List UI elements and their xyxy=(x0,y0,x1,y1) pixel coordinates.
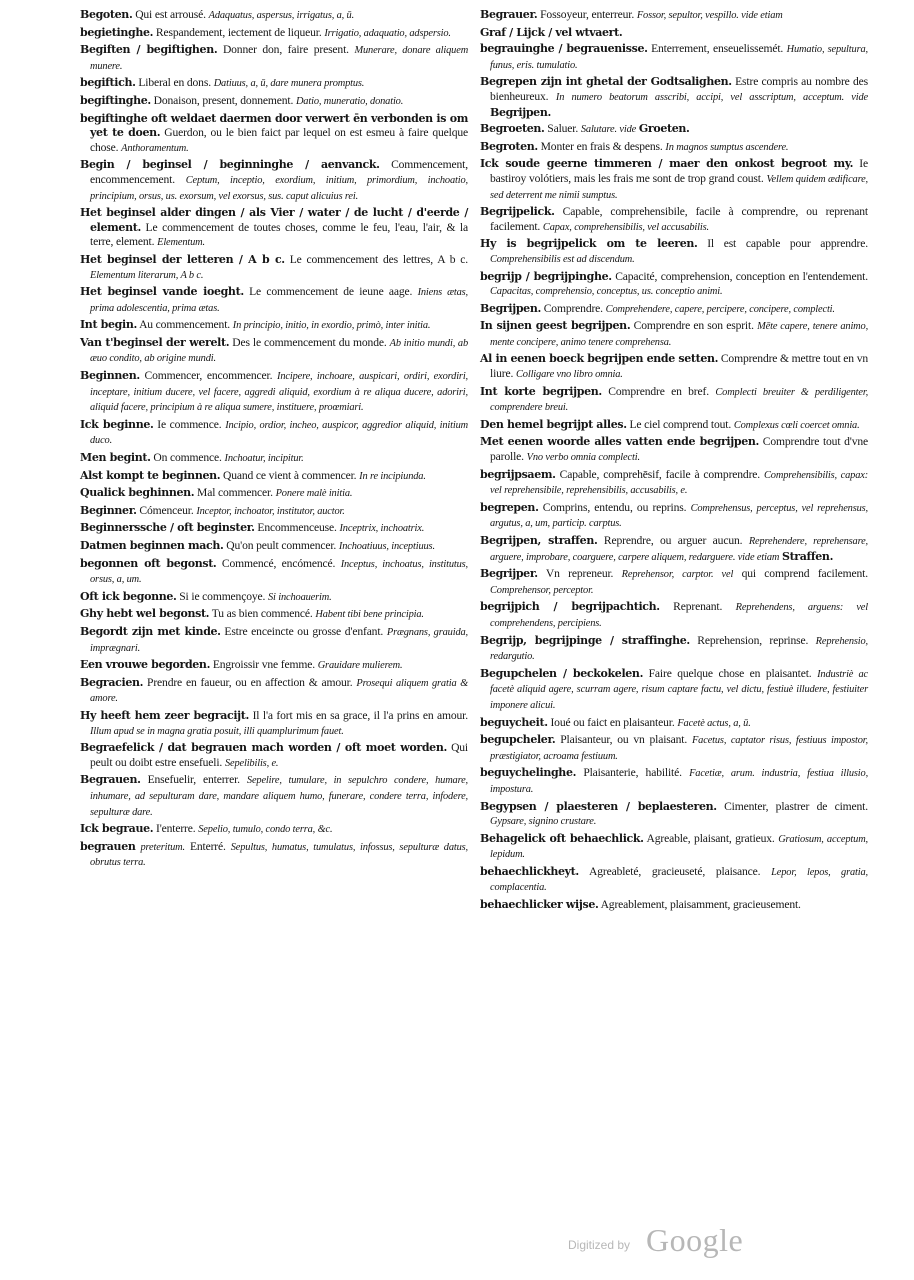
french-gloss: Engroissir vne femme. xyxy=(212,658,315,672)
headword: behaechlickheyt. xyxy=(480,864,579,878)
dictionary-entry xyxy=(480,733,868,764)
latin-gloss: Complexus cœli coercet omnia. xyxy=(733,419,860,431)
dictionary-entry xyxy=(480,26,868,41)
latin-gloss: Ab initio mundi, ab æuo condito, ab origine mundi. xyxy=(90,337,468,365)
headword: Behagelick oft behaechlick. xyxy=(480,831,644,845)
french-gloss: Enterré. xyxy=(189,839,226,853)
dictionary-entry xyxy=(480,270,868,300)
latin-gloss: Mēte capere, tenere animo, mente concipere, animo tenere comprehensa. xyxy=(490,321,869,348)
dictionary-entry xyxy=(480,140,868,156)
latin-gloss: Lepor, lepos, gratia, complacentia. xyxy=(490,866,869,894)
headword: beguycheit. xyxy=(480,715,548,729)
latin-gloss: Capax, comprehensibilis, vel accusabilis. xyxy=(542,221,709,233)
headword: Het beginsel alder dingen / als Vier / water / de lucht / d'eerde / element. xyxy=(80,206,468,234)
latin-gloss: Adaquatus, aspersus, irrigatus, a, ū. xyxy=(208,10,355,21)
dictionary-entry xyxy=(80,336,468,367)
dictionary-entry xyxy=(480,352,868,382)
french-gloss: Capable, comprehēsif, facile à comprendre. xyxy=(559,467,761,481)
dictionary-entry xyxy=(80,369,468,416)
google-logo: Google xyxy=(646,1222,744,1258)
headword: Al in eenen boeck begrijpen ende setten. xyxy=(480,352,719,366)
latin-gloss: Inceptrix, inchoatrix. xyxy=(339,523,425,535)
headword: Oft ick begonne. xyxy=(80,589,177,603)
dictionary-entry xyxy=(80,521,468,537)
dictionary-entry xyxy=(480,205,868,235)
latin-gloss: Facetus, captator risus, festiuus impostor, præstigiator, acroama festiuum. xyxy=(490,735,868,762)
french-gloss: Agreable, plaisant, gratieux. xyxy=(646,831,775,845)
headword: begietinghe. xyxy=(80,25,154,39)
dictionary-entry xyxy=(480,157,868,203)
french-gloss: Vn repreneur. xyxy=(545,567,614,581)
headword: begrijpich / begrijpachtich. xyxy=(480,600,660,614)
french-gloss: Respandement, iectement de liqueur. xyxy=(155,25,322,39)
french-gloss: Ie commence. xyxy=(157,417,222,431)
latin-gloss: Facetiæ, arum. industria, festiua illusio, impostura. xyxy=(490,768,869,795)
french-gloss: Fossoyeur, enterreur. xyxy=(540,8,635,21)
dictionary-entry xyxy=(480,468,868,499)
latin-gloss: Elementum literarum, A b c. xyxy=(90,269,204,281)
dictionary-entry xyxy=(480,418,868,434)
french-gloss: Enterrement, enseuelissemét. xyxy=(651,42,784,56)
dictionary-entry xyxy=(80,676,468,707)
dictionary-entry xyxy=(80,469,468,485)
latin-gloss: Comprehensibilis, capax: vel reprehensibile, reprehensibilis, accusabilis, e. xyxy=(490,469,869,497)
french-gloss: Cómenceur. xyxy=(139,503,194,517)
headword: Beginner. xyxy=(80,503,137,517)
headword: Ick beginne. xyxy=(80,417,154,431)
headword: begiftich. xyxy=(80,76,136,90)
french-gloss: Cimenter, plastrer de ciment. xyxy=(724,799,868,813)
french-gloss: Plaisanterie, habilité. xyxy=(583,766,682,780)
dictionary-entry xyxy=(480,567,868,598)
latin-gloss: Inchoatur, incipitur. xyxy=(224,453,304,465)
french-gloss: Monter en frais & despens. xyxy=(540,139,663,153)
latin-gloss: Sepelio, tumulo, condo terra, &c. xyxy=(198,824,333,836)
latin-gloss: Irrigatio, adaquatio, adspersio. xyxy=(324,27,451,39)
headword: Datmen beginnen mach. xyxy=(80,539,224,552)
latin-gloss: Vno verbo omnia complecti. xyxy=(526,452,640,464)
dictionary-entry xyxy=(480,42,868,73)
latin-gloss: Humatio, sepultura, funus, eris. tumulatio. xyxy=(490,44,868,71)
latin-gloss: In magnos sumptus ascendere. xyxy=(665,141,789,153)
latin-gloss: Complecti breuiter & perdiligenter, comprendere breui. xyxy=(490,386,869,414)
french-gloss: Reprenant. xyxy=(673,600,723,614)
headword: Begiften / begiftighen. xyxy=(80,43,218,57)
french-gloss: Donaison, present, donnement. xyxy=(153,93,294,107)
dictionary-entry xyxy=(80,94,468,110)
latin-gloss: Comprehensor, perceptor. xyxy=(490,584,594,596)
dictionary-entry xyxy=(80,607,468,623)
dictionary-entry xyxy=(80,625,468,656)
latin-gloss: Facetè actus, a, ū. xyxy=(677,717,751,729)
headword: Begroeten. xyxy=(480,122,545,136)
headword: Int korte begrijpen. xyxy=(480,384,602,398)
dictionary-entry xyxy=(80,658,468,674)
dictionary-entry xyxy=(80,741,468,771)
latin-gloss: Fossor, sepultor, vespillo. vide etiam xyxy=(636,10,783,21)
headword: Qualick beghinnen. xyxy=(80,486,195,500)
french-gloss: Le ciel comprend tout. xyxy=(629,417,732,431)
french-gloss: Plaisanteur, ou vn plaisant. xyxy=(560,733,688,747)
dictionary-entry xyxy=(480,237,868,267)
headword: behaechlicker wijse. xyxy=(480,898,599,912)
latin-gloss: Capacitas, comprehensio, conceptus, us. conceptio animi. xyxy=(490,286,723,298)
dictionary-entry xyxy=(80,539,468,555)
french-gloss: Donner don, faire present. xyxy=(222,43,349,57)
dictionary-entry xyxy=(80,709,468,739)
french-gloss: Le commencement de ieune aage. xyxy=(249,285,413,299)
latin-gloss: Comprehendere, capere, percipere, concipere, complecti. xyxy=(605,303,835,315)
dictionary-entry xyxy=(480,302,868,318)
latin-gloss: Munerare, donare aliquem munere. xyxy=(90,45,469,72)
dictionary-entry xyxy=(80,486,468,502)
headword: begrijp / begrijpinghe. xyxy=(480,269,612,283)
headword: Begrijpelick. xyxy=(480,205,555,219)
latin-gloss: Vellem quidem ædificare, sed deterrent me nimii sumptus. xyxy=(490,173,869,201)
headword: begrauinghe / begrauenisse. xyxy=(480,42,648,56)
headword: Het beginsel der letteren / A b c. xyxy=(80,252,285,266)
headword: begiftinghe. xyxy=(80,93,151,107)
french-gloss: Le commencement de toutes choses, comme le feu, l'eau, l'air, & la terre, element. xyxy=(90,220,468,249)
french-gloss: Saluer. xyxy=(547,122,579,136)
latin-gloss: Illum apud se in magna gratia posuit, illi quamplurimum fauet. xyxy=(90,725,344,737)
dictionary-entry xyxy=(480,75,868,120)
dictionary-entry xyxy=(480,865,868,896)
dictionary-entry xyxy=(80,773,468,820)
headword: Ick soude geerne timmeren / maer den onkost begroot my. xyxy=(480,157,854,171)
headword: begupcheler. xyxy=(480,733,556,747)
dictionary-entry xyxy=(480,832,868,863)
headword: Een vrouwe begorden. xyxy=(80,658,211,672)
latin-gloss: In principio, initio, in exordio, primò, inter initia. xyxy=(232,320,431,332)
dictionary-entry xyxy=(80,76,468,92)
latin-gloss: Ceptum, inceptio, exordium, initium, primordium, inchoatio, principium, orsus, us. exorsum, vel exorsus, sus. caput alicuius rei. xyxy=(90,174,468,202)
latin-gloss: Habent tibi bene principia. xyxy=(315,609,424,621)
dictionary-entry xyxy=(80,557,468,588)
headword: Men begint. xyxy=(80,451,151,465)
headword: Begin / beginsel / beginninghe / aenvanck. xyxy=(80,158,380,172)
latin-gloss: Grauidare mulierem. xyxy=(317,660,403,672)
headword: Begracien. xyxy=(80,675,144,689)
french-gloss: I'enterre. xyxy=(155,822,196,836)
headword: begrepen. xyxy=(480,500,539,514)
french-gloss: Agreableté, gracieuseté, plaisance. xyxy=(589,864,761,878)
headword: Begrauer. xyxy=(480,8,538,21)
dictionary-entry xyxy=(80,451,468,467)
french-gloss: Liberal en dons. xyxy=(138,76,211,90)
cross-reference: Begrijpen. xyxy=(490,105,551,119)
french-gloss: Tu as bien commencé. xyxy=(211,607,313,621)
dictionary-entry xyxy=(480,898,868,913)
headword: Den hemel begrijpt alles. xyxy=(480,417,627,431)
headword: Van t'beginsel der werelt. xyxy=(80,335,230,349)
french-gloss: Capable, comprehensibile, facile à comprendre, ou reprenant facilement. xyxy=(490,205,868,233)
dictionary-entry xyxy=(480,319,868,350)
french-gloss: Prendre en faueur, ou en affection & amour. xyxy=(147,675,353,689)
digitized-watermark xyxy=(568,1222,868,1266)
headword: Begrauen. xyxy=(80,773,141,787)
dictionary-entry xyxy=(480,8,868,24)
latin-gloss: Sepelire, tumulare, in sepulchro condere, humare, inhumare, ad sepulturam dare, mandare aliquem humo, funerare, condere terra, infodere, sepulturæ dare. xyxy=(90,775,469,818)
latin-gloss: Incipere, inchoare, auspicari, ordiri, exordiri, inceptare, initium ducere, vel facere, aggredi aliquid, exordium à re aliqua ducere, adoriri, aliquid facere, principium à re aliqua sumere, instituere, proœmiari. xyxy=(90,371,469,414)
headword: Hy heeft hem zeer begracijt. xyxy=(80,708,250,722)
headword: Begoten. xyxy=(80,8,133,21)
french-gloss: Comprins, entendu, ou reprins. xyxy=(542,500,687,514)
headword: Begrijpen. xyxy=(480,301,541,315)
french-gloss: Qui peult ou doibt estre ensefueli. xyxy=(90,741,469,769)
dictionary-entry xyxy=(80,590,468,606)
latin-gloss: Industriè ac facetè aliquid agere, scurram agere, risum captare factu, vel dictu, festiuè illudere, festiuiter imponere alicui. xyxy=(490,668,869,711)
headword: Begrijpen, straffen. xyxy=(480,534,598,547)
dictionary-entry xyxy=(480,122,868,138)
dictionary-entry xyxy=(80,418,468,449)
dictionary-entry xyxy=(80,158,468,204)
french-gloss: Mal commencer. xyxy=(197,486,273,500)
headword: Begrijper. xyxy=(480,567,538,581)
dictionary-entry xyxy=(80,253,468,283)
headword: Begupchelen / beckokelen. xyxy=(480,666,644,680)
french-gloss: On commence. xyxy=(153,451,222,465)
french-gloss: Comprendre & mettre tout en vn liure. xyxy=(490,352,868,381)
french-gloss: Commencer, encommencer. xyxy=(144,369,273,383)
french-gloss: Commencement, encommencement. xyxy=(90,158,468,186)
watermark-prefix: Digitized by xyxy=(568,1238,631,1252)
dictionary-entry xyxy=(80,285,468,316)
headword: Alst kompt te beginnen. xyxy=(80,468,221,482)
latin-gloss: Iniens ætas, prima adolescentia, prima ætas. xyxy=(90,287,468,314)
french-gloss: Comprendre. xyxy=(543,301,603,315)
latin-gloss: Reprehendens, arguens: vel comprehendens, percipiens. xyxy=(490,602,869,629)
dictionary-entry xyxy=(480,800,868,830)
dictionary-entry xyxy=(480,385,868,416)
french-gloss: Qu'on peult commencer. xyxy=(226,539,337,552)
french-gloss: Guerdon, ou le bien faict par lequel on est esmeu à faire quelque chose. xyxy=(90,126,468,154)
latin-gloss: Colligare vno libro omnia. xyxy=(516,369,623,381)
french-gloss: Encommenceuse. xyxy=(257,521,337,535)
latin-gloss: Gypsare, signino crustare. xyxy=(490,816,597,828)
cross-reference: Groeten. xyxy=(638,122,690,136)
french-gloss: Ensefuelir, enterrer. xyxy=(147,773,240,787)
headword: Graf / Lijck / vel wtvaert. xyxy=(480,25,623,39)
headword: begiftinghe oft weldaet daermen door verwert ēn verbonden is om yet te doen. xyxy=(80,111,468,140)
latin-gloss: Sepelibilis, e. xyxy=(224,757,279,769)
french-gloss: Si ie commençoye. xyxy=(179,589,266,603)
headword: Int begin. xyxy=(80,318,137,332)
latin-gloss: Comprehensus, perceptus, vel reprehensus, argutus, a, um, particip. carptus. xyxy=(490,502,868,530)
dictionary-entry xyxy=(480,716,868,732)
french-gloss: Agreablement, plaisamment, gracieusement. xyxy=(600,898,801,912)
headword: begonnen oft begonst. xyxy=(80,556,217,570)
latin-gloss: preteritum. xyxy=(140,841,185,853)
dictionary-entry xyxy=(80,840,468,871)
latin-gloss: Salutare. vide xyxy=(580,124,637,136)
dictionary-entry xyxy=(80,26,468,42)
dictionary-entry xyxy=(480,667,868,714)
latin-gloss: Gratiosum, acceptum, lepidum. xyxy=(490,833,868,861)
french-gloss: Comprendre en bref. xyxy=(608,384,709,398)
headword: Met eenen woorde alles vatten ende begrijpen. xyxy=(480,435,759,449)
latin-gloss: Elementum. xyxy=(157,237,205,249)
dictionary-entry xyxy=(480,501,868,532)
headword: Beginnen. xyxy=(80,369,140,383)
french-gloss: Reprendre, ou arguer aucun. xyxy=(603,534,743,547)
headword: Beginnerssche / oft beginster. xyxy=(80,521,255,535)
dictionary-entry xyxy=(80,318,468,334)
latin-gloss: Datiuus, a, ū, dare munera promptus. xyxy=(213,78,365,90)
latin-gloss: Prægnans, grauida, imprægnari. xyxy=(90,626,468,654)
french-gloss: Comprendre tout d'vne parolle. xyxy=(490,435,869,464)
french-gloss: qui comprend facilement. xyxy=(741,567,868,581)
cross-reference: Straffen. xyxy=(781,549,834,563)
french-gloss: Il est capable pour apprendre. xyxy=(707,237,869,251)
french-gloss: Estre enceincte ou grosse d'enfant. xyxy=(224,624,384,638)
dictionary-entry xyxy=(80,112,468,157)
dictionary-entry xyxy=(80,822,468,838)
french-gloss: Comprendre en son esprit. xyxy=(633,319,754,333)
french-gloss: Ie bastiroy volótiers, mais les frais me sont de trop grand coust. xyxy=(490,157,868,185)
latin-gloss: Reprehendere, reprehensare, arguere, improbare, coarguere, carpere aliquem, redarguere. vide etiam xyxy=(490,536,868,563)
latin-gloss: Sepultus, humatus, tumulatus, infossus, sepulturæ datus, obrutus terra. xyxy=(90,841,468,869)
french-gloss: Capacité, comprehension, conception en l'entendement. xyxy=(615,269,869,283)
cropped-page-header xyxy=(0,0,914,8)
french-gloss: Qui est arrousé. xyxy=(135,8,206,21)
latin-gloss: Si inchoauerim. xyxy=(268,591,332,603)
latin-gloss: Inchoatiuus, inceptiuus. xyxy=(338,541,435,552)
dictionary-entry xyxy=(80,43,468,74)
latin-gloss: Datio, muneratio, donatio. xyxy=(295,95,404,107)
latin-gloss: Reprehensor, carptor. vel xyxy=(621,569,734,581)
french-gloss: Commencé, encómencé. xyxy=(221,556,336,570)
left-column xyxy=(80,8,468,873)
french-gloss: Il l'a fort mis en sa grace, il l'a prins en amour. xyxy=(252,708,469,722)
latin-gloss: Anthoramentum. xyxy=(121,142,189,154)
french-gloss: Quand ce vient à commencer. xyxy=(223,468,357,482)
headword: beguychelinghe. xyxy=(480,766,577,780)
headword: Begroten. xyxy=(480,139,538,153)
headword: Begraefelick / dat begrauen mach worden / oft moet worden. xyxy=(80,741,447,755)
dictionary-entry xyxy=(480,634,868,665)
headword: Ick begraue. xyxy=(80,822,154,836)
latin-gloss: In re incipiunda. xyxy=(359,470,426,482)
dictionary-entry xyxy=(80,8,468,24)
headword: begrijpsaem. xyxy=(480,467,556,481)
french-gloss: Des le commencement du monde. xyxy=(232,335,387,349)
french-gloss: Au commencement. xyxy=(139,318,231,332)
headword: Hy is begrijpelick om te leeren. xyxy=(480,237,698,251)
french-gloss: Ioué ou faict en plaisanteur. xyxy=(550,715,675,729)
headword: Begordt zijn met kinde. xyxy=(80,624,221,638)
right-column xyxy=(480,8,868,915)
dictionary-entry xyxy=(80,206,468,251)
headword: Begypsen / plaesteren / beplaesteren. xyxy=(480,799,717,813)
headword: begrauen xyxy=(80,839,136,853)
french-gloss: Le commencement des lettres, A b c. xyxy=(289,252,468,266)
headword: Ghy hebt wel begonst. xyxy=(80,607,210,621)
latin-gloss: Comprehensibilis est ad discendum. xyxy=(490,253,635,265)
headword: Begrepen zijn int ghetal der Godtsalighen. xyxy=(480,75,732,89)
latin-gloss: Inceptus, inchoatus, institutus, orsus, a, um. xyxy=(90,558,469,586)
dictionary-entry xyxy=(480,600,868,631)
latin-gloss: In numero beatorum asscribi, accipi, vel asscriptum, acceptum. vide xyxy=(555,91,868,103)
latin-gloss: Incipio, ordior, incheo, auspicor, aggredior aliquid, initium duco. xyxy=(90,419,469,447)
dictionary-entry xyxy=(480,435,868,465)
dictionary-entry xyxy=(480,766,868,797)
headword: Begrijp, begrijpinge / straffinghe. xyxy=(480,633,690,647)
latin-gloss: Reprehensio, redargutio. xyxy=(490,635,869,663)
french-gloss: Faire quelque chose en plaisantet. xyxy=(648,666,812,680)
headword: In sijnen geest begrijpen. xyxy=(480,319,631,333)
headword: Het beginsel vande ioeght. xyxy=(80,285,244,299)
dictionary-entry xyxy=(480,534,868,565)
latin-gloss: Ponere malè initia. xyxy=(275,488,353,500)
french-gloss: Estre compris au nombre des bienheureux. xyxy=(490,75,869,103)
dictionary-entry xyxy=(80,504,468,520)
latin-gloss: Inceptor, inchoator, institutor, auctor. xyxy=(196,505,345,517)
french-gloss: Reprehension, reprinse. xyxy=(697,633,809,647)
latin-gloss: Prosequi aliquem gratia & amore. xyxy=(90,677,469,705)
